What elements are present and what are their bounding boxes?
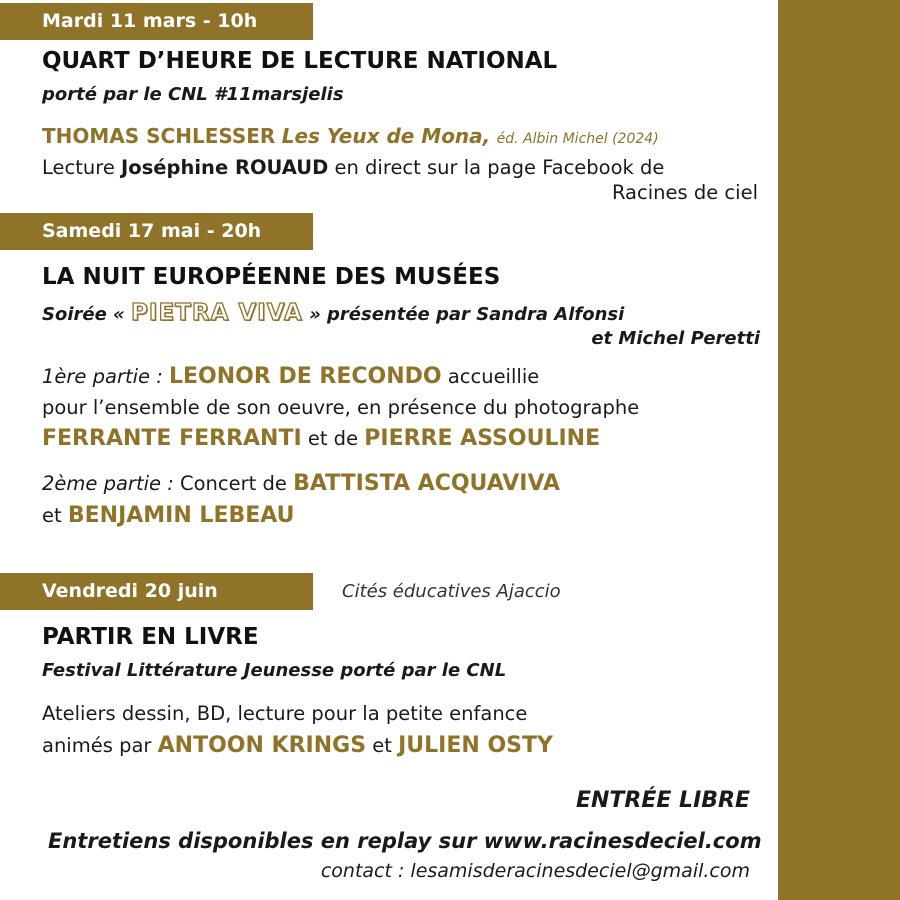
event1-date-band — [0, 3, 313, 40]
event2-part1-guest: LEONOR DE RECONDO — [169, 364, 442, 389]
event3-line2-prefix: animés par — [42, 734, 152, 757]
event3-date-band — [0, 573, 313, 610]
event2-part1-guest2: FERRANTE FERRANTI — [42, 426, 302, 451]
decorative-sidebar — [778, 0, 900, 900]
event2-event-name: PIETRA VIVA — [131, 300, 303, 326]
event3-date: Vendredi 20 juin — [42, 580, 218, 602]
event1-reading-line2: Racines de ciel — [611, 181, 758, 204]
event2-part2-and: et — [42, 504, 62, 527]
event2-part2-text: Concert de — [179, 472, 287, 495]
event2-part1-guest3: PIERRE ASSOULINE — [364, 426, 601, 451]
event2-part1-line1 — [42, 364, 539, 389]
event1-publisher: éd. Albin Michel (2024) — [496, 131, 659, 147]
event2-part1-line2: pour l’ensemble de son oeuvre, en présence du photographe — [42, 396, 640, 419]
event3-subtitle: Festival Littérature Jeunesse porté par le CNL — [42, 660, 507, 681]
event1-title: QUART D’HEURE DE LECTURE NATIONAL — [42, 48, 558, 74]
event2-part1-line3 — [42, 426, 600, 451]
event2-part2-line1 — [42, 471, 560, 496]
event2-sub-suffix: » présentée par Sandra Alfonsi — [309, 304, 625, 325]
event2-date: Samedi 17 mai - 20h — [42, 220, 262, 242]
event3-guest2: JULIEN OSTY — [398, 733, 553, 758]
event3-line2 — [42, 733, 553, 758]
event3-title: PARTIR EN LIVRE — [42, 624, 259, 650]
event2-part1-label: 1ère partie : — [42, 365, 163, 388]
event2-part1-and: et de — [307, 427, 359, 450]
event1-reader: Joséphine ROUAUD — [121, 156, 329, 179]
event2-subtitle — [42, 300, 624, 326]
event3-location: Cités éducatives Ajaccio — [342, 581, 561, 602]
event2-part2-guest: BATTISTA ACQUAVIVA — [293, 471, 561, 496]
event2-subtitle-line2: et Michel Peretti — [591, 328, 760, 349]
event1-book: Les Yeux de Mona, — [281, 124, 491, 148]
event1-reading-suffix: en direct sur la page Facebook de — [334, 156, 665, 179]
replay-line: Entretiens disponibles en replay sur www.racinesdeciel.com — [48, 829, 762, 853]
event1-reading-prefix: Lecture — [42, 156, 115, 179]
event2-sub-prefix: Soirée « — [42, 304, 125, 325]
event3-guest1: ANTOON KRINGS — [157, 733, 367, 758]
event2-part2-guest2: BENJAMIN LEBEAU — [67, 503, 295, 528]
event1-book-line — [42, 124, 659, 148]
event1-reading-line — [42, 156, 664, 179]
contact-line: contact : lesamisderacinesdeciel@gmail.com — [320, 860, 750, 882]
event2-title: LA NUIT EUROPÉENNE DES MUSÉES — [42, 264, 501, 290]
event3-and: et — [372, 734, 392, 757]
entry-free: ENTRÉE LIBRE — [575, 788, 750, 813]
event2-date-band — [0, 213, 313, 250]
event1-date: Mardi 11 mars - 10h — [42, 10, 258, 32]
event2-part1-after: accueillie — [447, 365, 540, 388]
event2-part2-label: 2ème partie : — [42, 472, 174, 495]
event1-subtitle: porté par le CNL #11marsjelis — [42, 84, 344, 105]
event2-part2-line2 — [42, 503, 295, 528]
event3-line1: Ateliers dessin, BD, lecture pour la petite enfance — [42, 702, 528, 725]
event1-author: THOMAS SCHLESSER — [42, 124, 276, 148]
